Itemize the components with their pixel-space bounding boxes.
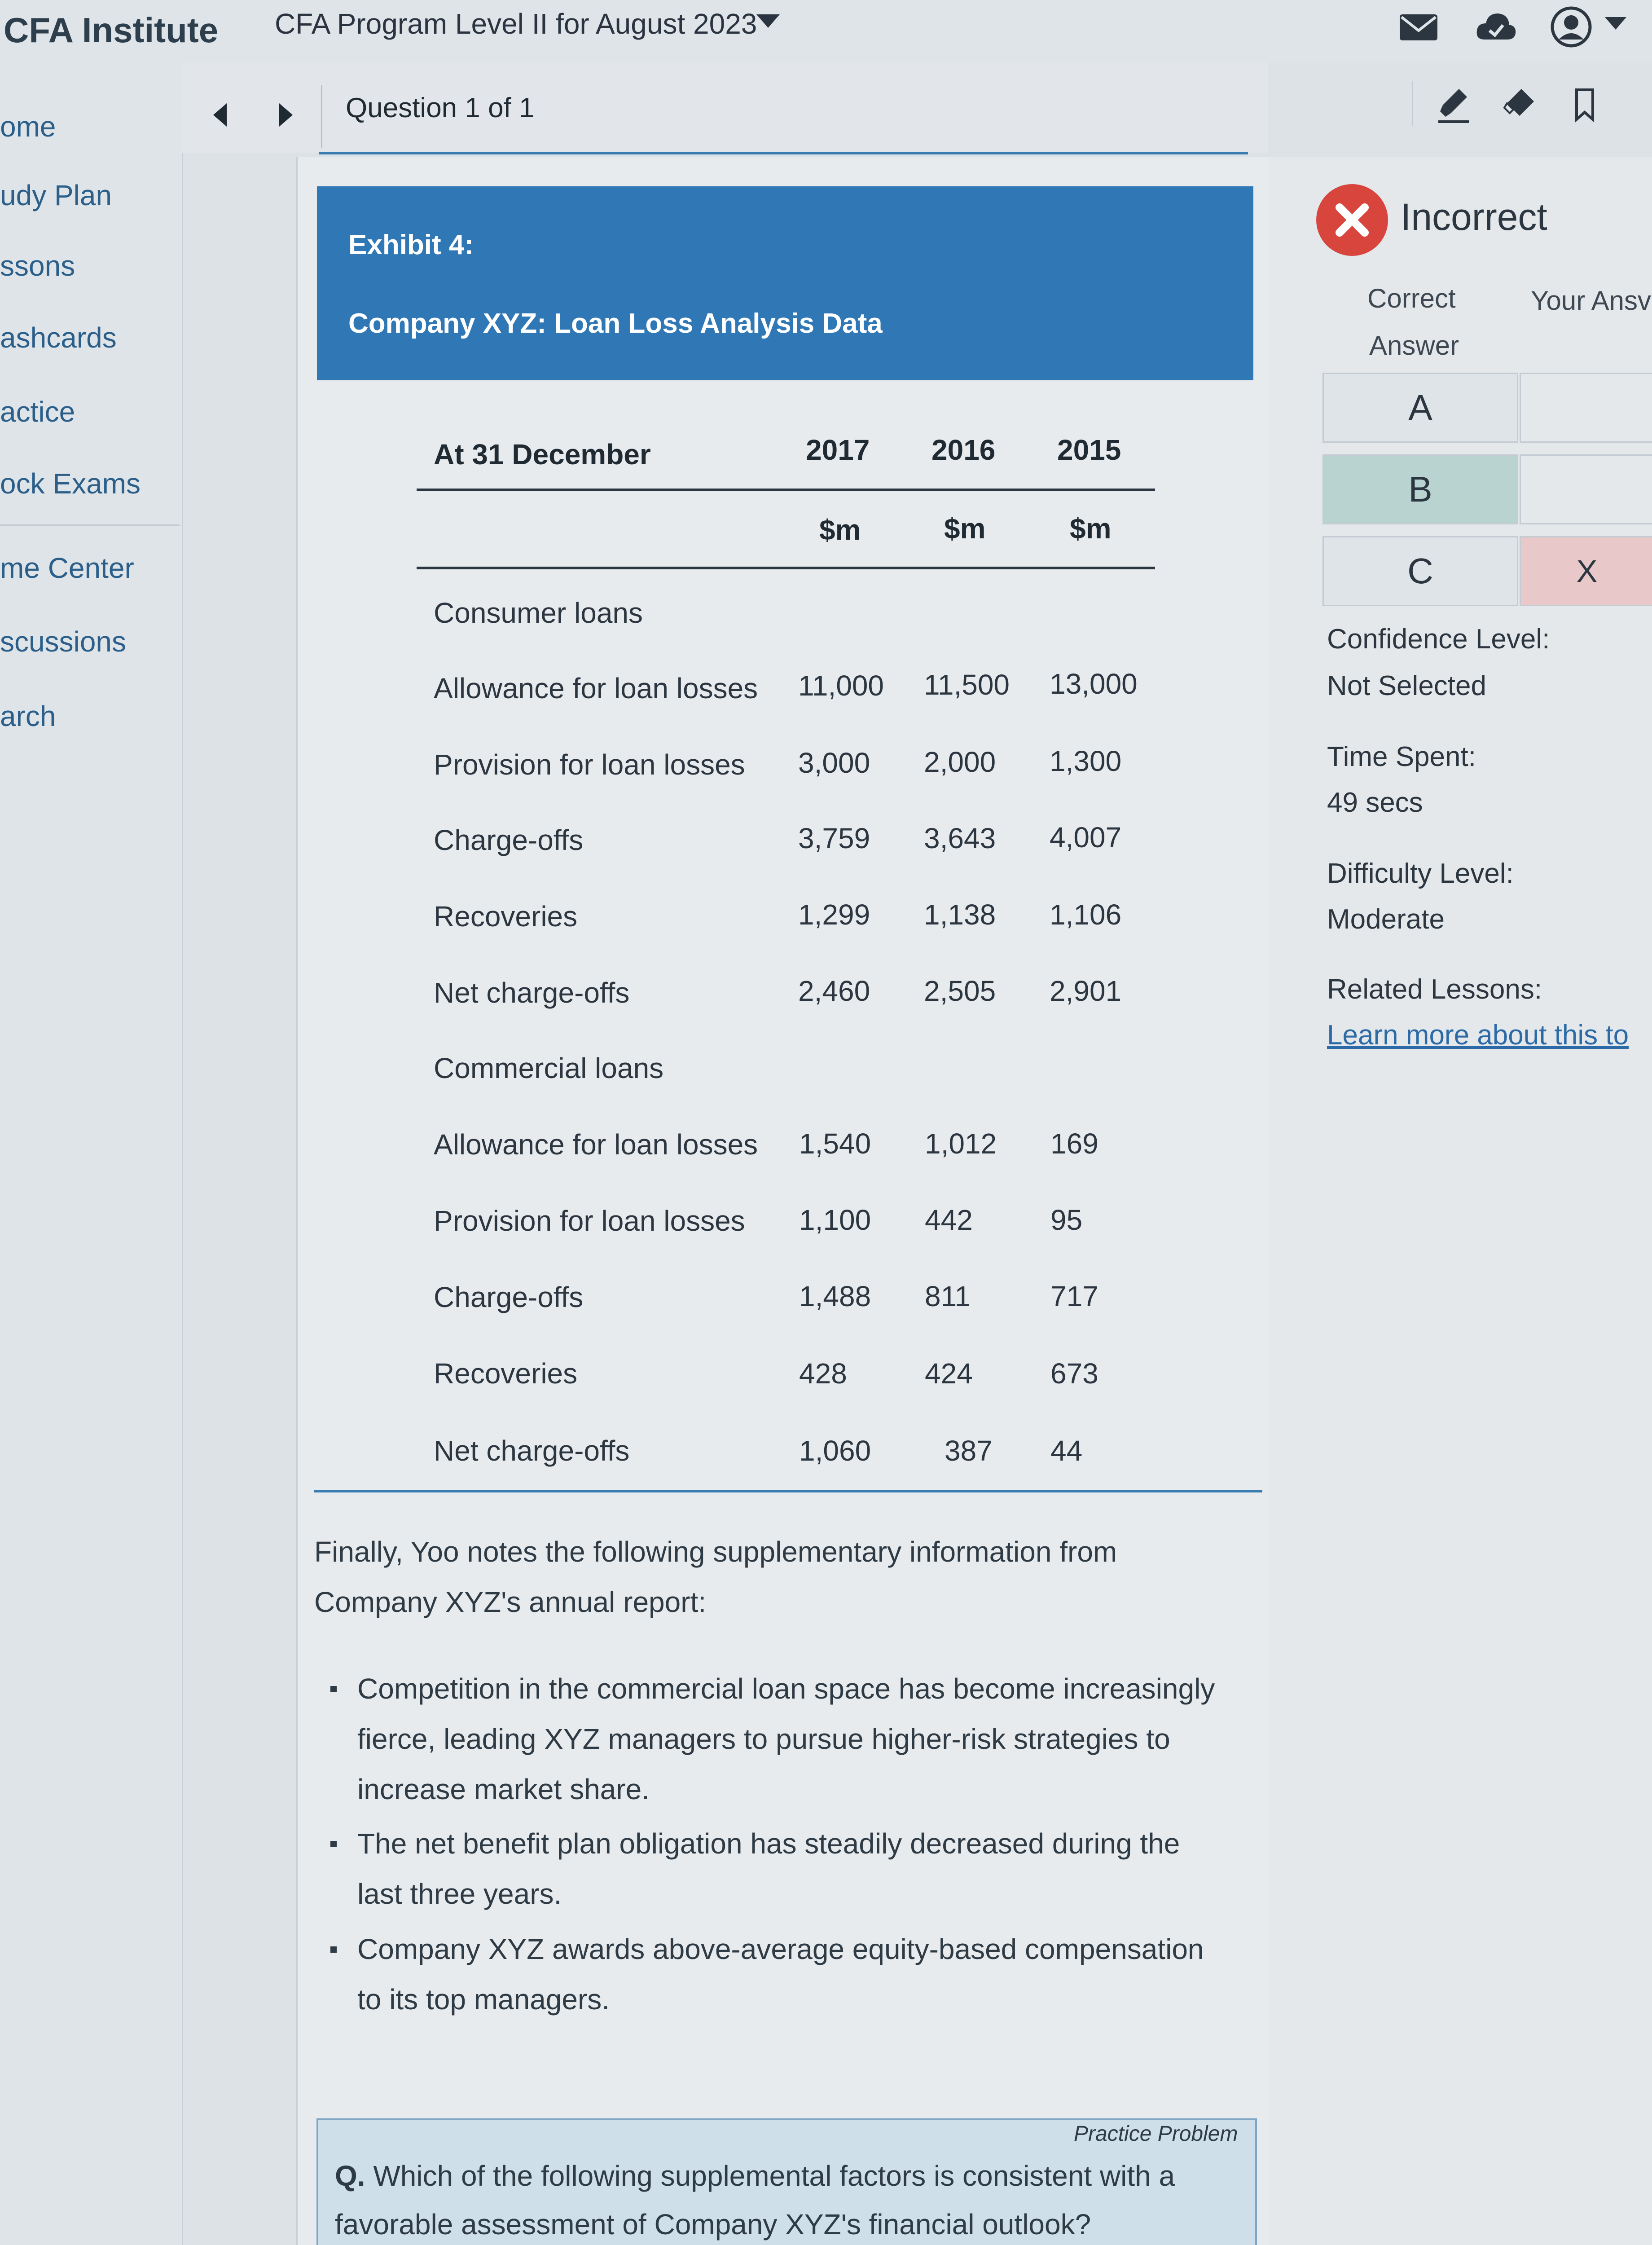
- table-cell: 3,000: [798, 747, 870, 779]
- table-cell: 44: [1050, 1435, 1083, 1467]
- row-label: Net charge-offs: [434, 977, 630, 1009]
- time-spent-label: Time Spent:: [1327, 741, 1476, 772]
- table-cell: 1,106: [1050, 898, 1122, 931]
- confidence-value: Not Selected: [1327, 670, 1486, 701]
- table-cell: 3,643: [924, 822, 996, 854]
- table-cell: 387: [945, 1435, 993, 1467]
- confidence-label: Confidence Level:: [1327, 624, 1550, 655]
- row-label: Allowance for loan losses: [434, 672, 758, 704]
- difficulty-label: Difficulty Level:: [1327, 858, 1514, 889]
- question-counter: Question 1 of 1: [346, 92, 535, 123]
- bullet-icon: [330, 1841, 337, 1847]
- row-label: Net charge-offs: [434, 1435, 630, 1467]
- sidebar-item-mock-exams[interactable]: ock Exams: [0, 467, 141, 500]
- question-text: [335, 2151, 1175, 2201]
- table-cell: 2,901: [1050, 975, 1122, 1007]
- table-cell: 428: [799, 1357, 847, 1390]
- result-status: Incorrect: [1401, 196, 1547, 238]
- unit-header: $m: [1070, 512, 1112, 545]
- practice-problem-tag: Practice Problem: [1074, 2122, 1238, 2146]
- sidebar-item-game-center[interactable]: me Center: [0, 552, 134, 584]
- sidebar-item-flashcards[interactable]: ashcards: [0, 321, 117, 354]
- bullet-text: fierce, leading XYZ managers to pursue higher-risk strategies to: [357, 1723, 1170, 1755]
- year-header: 2017: [806, 434, 870, 466]
- bullet-icon: [330, 1686, 337, 1692]
- answer-cell-c: C: [1322, 536, 1518, 606]
- table-cell: 1,299: [798, 898, 870, 931]
- question-text: favorable assessment of Company XYZ's financial outlook?: [335, 2208, 1091, 2241]
- table-cell: 11,000: [798, 669, 884, 702]
- table-cell: 1,138: [924, 898, 996, 931]
- year-header: 2015: [1057, 434, 1121, 466]
- toolbar-divider: [1412, 81, 1413, 126]
- row-label: Charge-offs: [434, 1281, 584, 1313]
- row-label: Provision for loan losses: [434, 1205, 745, 1237]
- correct-answer-header: Answer: [1369, 330, 1459, 361]
- table-cell: 3,759: [798, 822, 870, 854]
- bullet-text: Company XYZ awards above-average equity-based compensation: [357, 1933, 1204, 1965]
- previous-arrow-icon[interactable]: [213, 103, 227, 127]
- intro-text: Company XYZ's annual report:: [314, 1586, 707, 1618]
- table-cell: 1,060: [799, 1435, 871, 1467]
- your-answer-cell-c-selected: X: [1520, 536, 1652, 606]
- highlighter-icon[interactable]: [1436, 85, 1472, 126]
- table-cell: 1,012: [925, 1127, 997, 1160]
- exhibit-title: Company XYZ: Loan Loss Analysis Data: [348, 308, 883, 339]
- brand-logo: CFA Institute: [4, 10, 219, 50]
- table-cell: 1,100: [799, 1204, 871, 1236]
- nav-divider: [321, 85, 322, 148]
- table-cell: 811: [925, 1280, 971, 1312]
- sidebar-item-search[interactable]: arch: [0, 700, 56, 732]
- table-cell: 11,500: [924, 669, 1010, 701]
- sidebar-item-practice[interactable]: actice: [0, 396, 75, 428]
- mail-icon[interactable]: [1396, 4, 1441, 49]
- row-label: Charge-offs: [434, 824, 584, 856]
- user-avatar-icon[interactable]: [1549, 4, 1594, 49]
- question-line: Which of the following supplemental factors is consistent with a: [365, 2160, 1175, 2192]
- table-cell: 1,540: [799, 1127, 871, 1160]
- bullet-text: Competition in the commercial loan space has become increasingly: [357, 1673, 1215, 1705]
- time-spent-value: 49 secs: [1327, 787, 1423, 818]
- table-bottom-rule: [314, 1490, 1262, 1492]
- your-answer-cell: [1520, 454, 1652, 524]
- table-cell: 673: [1050, 1357, 1098, 1390]
- table-cell: 95: [1050, 1204, 1083, 1236]
- table-cell: 424: [925, 1357, 973, 1390]
- exhibit-header: [317, 186, 1253, 380]
- bullet-text: last three years.: [357, 1878, 562, 1910]
- cloud-sync-icon[interactable]: [1473, 4, 1518, 49]
- table-cell: 2,505: [924, 975, 996, 1007]
- your-answer-cell: [1520, 373, 1652, 443]
- year-header: 2016: [931, 434, 996, 466]
- question-nav-bar: [182, 63, 1268, 153]
- correct-answer-header: Correct: [1367, 283, 1456, 313]
- row-label: Recoveries: [434, 1357, 578, 1390]
- user-menu-chevron-icon[interactable]: [1605, 17, 1626, 30]
- table-rule: [417, 567, 1155, 569]
- table-rule: [417, 489, 1155, 491]
- sidebar-divider: [0, 524, 180, 526]
- bookmark-icon[interactable]: [1571, 87, 1598, 123]
- table-cell: 169: [1050, 1127, 1098, 1160]
- row-label: Allowance for loan losses: [434, 1128, 758, 1161]
- eraser-icon[interactable]: [1502, 85, 1538, 121]
- sidebar-item-home[interactable]: ome: [0, 110, 56, 143]
- table-cell: 717: [1050, 1280, 1098, 1312]
- table-cell: 1,300: [1050, 745, 1122, 777]
- difficulty-value: Moderate: [1327, 904, 1445, 935]
- your-answer-header: Your Ansv: [1531, 286, 1651, 316]
- answer-cell-b-correct: B: [1322, 454, 1518, 524]
- related-lessons-label: Related Lessons:: [1327, 974, 1542, 1005]
- question-prefix: Q.: [335, 2160, 365, 2192]
- row-label: Provision for loan losses: [434, 748, 745, 781]
- bullet-icon: [330, 1946, 337, 1953]
- related-lesson-link[interactable]: Learn more about this to: [1327, 1020, 1629, 1051]
- table-cell: 2,000: [924, 746, 996, 778]
- section-label: Consumer loans: [434, 597, 643, 629]
- answer-cell-a: A: [1322, 373, 1518, 443]
- sidebar-item-lessons[interactable]: ssons: [0, 250, 75, 282]
- section-label: Commercial loans: [434, 1052, 664, 1084]
- sidebar: [0, 63, 183, 2245]
- table-cell: 2,460: [798, 975, 870, 1007]
- table-cell: 4,007: [1050, 821, 1122, 854]
- unit-header: $m: [944, 512, 986, 545]
- incorrect-icon: [1316, 184, 1388, 256]
- table-cell: 1,488: [799, 1280, 871, 1312]
- sidebar-item-study-plan[interactable]: udy Plan: [0, 179, 112, 211]
- program-selector[interactable]: CFA Program Level II for August 2023: [275, 8, 757, 40]
- table-cell: 442: [925, 1204, 973, 1236]
- bullet-text: to its top managers.: [357, 1983, 610, 2016]
- intro-text: Finally, Yoo notes the following supplementary information from: [314, 1536, 1117, 1568]
- exhibit-label: Exhibit 4:: [348, 229, 474, 260]
- sidebar-item-discussions[interactable]: scussions: [0, 625, 126, 658]
- chevron-down-icon[interactable]: [756, 14, 780, 28]
- bullet-text: increase market share.: [357, 1773, 650, 1805]
- row-label: Recoveries: [434, 900, 578, 933]
- unit-header: $m: [819, 514, 861, 546]
- table-cell: 13,000: [1050, 668, 1138, 700]
- header-rule: [319, 152, 1248, 154]
- next-arrow-icon[interactable]: [279, 103, 293, 127]
- bullet-text: The net benefit plan obligation has steadily decreased during the: [357, 1827, 1180, 1860]
- table-header-label: At 31 December: [434, 438, 651, 471]
